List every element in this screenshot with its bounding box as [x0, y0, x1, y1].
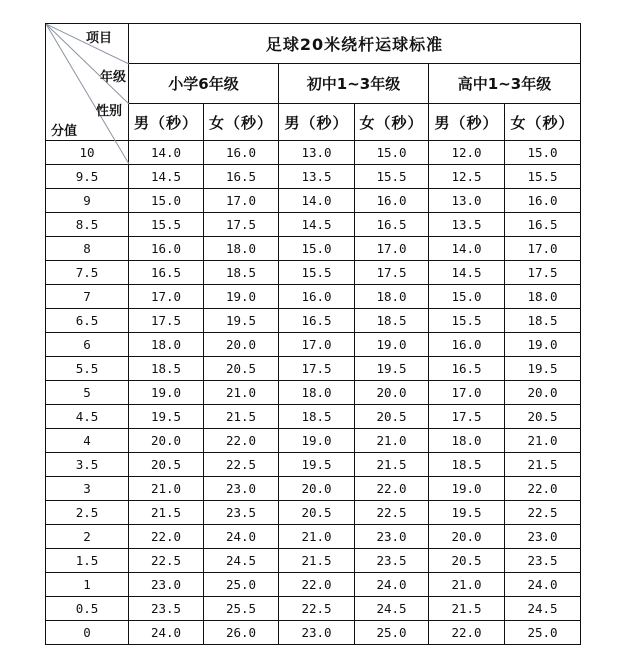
- time-cell: 22.0: [129, 525, 204, 549]
- time-cell: 15.0: [279, 237, 355, 261]
- table-row: [46, 477, 581, 501]
- time-cell: 25.0: [355, 621, 429, 645]
- time-cell: 14.5: [279, 213, 355, 237]
- time-cell: 12.0: [429, 141, 505, 165]
- table-row: [46, 333, 581, 357]
- time-cell: 21.5: [429, 597, 505, 621]
- time-cell: 17.0: [355, 237, 429, 261]
- table-row: [46, 189, 581, 213]
- time-cell: 18.5: [355, 309, 429, 333]
- time-cell: 20.5: [129, 453, 204, 477]
- time-cell: 23.0: [355, 525, 429, 549]
- table-row: [46, 549, 581, 573]
- time-cell: 15.5: [505, 165, 581, 189]
- grade-header-senior: 高中1~3年级: [429, 64, 581, 104]
- time-cell: 24.0: [505, 573, 581, 597]
- diagonal-header-cell: [46, 24, 129, 141]
- score-cell: 3: [46, 477, 129, 501]
- time-cell: 19.5: [129, 405, 204, 429]
- time-cell: 15.0: [129, 189, 204, 213]
- score-cell: 3.5: [46, 453, 129, 477]
- time-cell: 14.0: [279, 189, 355, 213]
- gender-header: 女（秒）: [505, 104, 581, 141]
- time-cell: 22.5: [279, 597, 355, 621]
- time-cell: 17.5: [279, 357, 355, 381]
- gender-header: 男（秒）: [129, 104, 204, 141]
- time-cell: 21.0: [279, 525, 355, 549]
- time-cell: 18.5: [279, 405, 355, 429]
- time-cell: 22.0: [279, 573, 355, 597]
- time-cell: 13.0: [279, 141, 355, 165]
- time-cell: 16.0: [429, 333, 505, 357]
- time-cell: 21.5: [204, 405, 279, 429]
- time-cell: 16.0: [204, 141, 279, 165]
- time-cell: 20.0: [505, 381, 581, 405]
- score-cell: 7: [46, 285, 129, 309]
- time-cell: 16.5: [505, 213, 581, 237]
- time-cell: 24.5: [204, 549, 279, 573]
- time-cell: 20.5: [505, 405, 581, 429]
- table-row: [46, 285, 581, 309]
- time-cell: 24.0: [355, 573, 429, 597]
- time-cell: 24.5: [355, 597, 429, 621]
- time-cell: 13.5: [279, 165, 355, 189]
- time-cell: 23.5: [505, 549, 581, 573]
- time-cell: 17.0: [204, 189, 279, 213]
- time-cell: 14.0: [129, 141, 204, 165]
- time-cell: 23.5: [204, 501, 279, 525]
- time-cell: 22.5: [129, 549, 204, 573]
- gender-header: 男（秒）: [279, 104, 355, 141]
- time-cell: 22.5: [355, 501, 429, 525]
- score-cell: 2: [46, 525, 129, 549]
- item-label: 项目: [86, 31, 113, 46]
- time-cell: 19.5: [505, 357, 581, 381]
- time-cell: 20.5: [279, 501, 355, 525]
- time-cell: 18.0: [129, 333, 204, 357]
- table-row: [46, 453, 581, 477]
- score-cell: 4.5: [46, 405, 129, 429]
- time-cell: 19.5: [279, 453, 355, 477]
- time-cell: 19.0: [204, 285, 279, 309]
- table-row: [46, 165, 581, 189]
- time-cell: 14.0: [429, 237, 505, 261]
- time-cell: 21.0: [129, 477, 204, 501]
- time-cell: 23.0: [279, 621, 355, 645]
- table-row: [46, 405, 581, 429]
- score-cell: 2.5: [46, 501, 129, 525]
- time-cell: 22.0: [204, 429, 279, 453]
- time-cell: 19.0: [505, 333, 581, 357]
- time-cell: 19.0: [355, 333, 429, 357]
- time-cell: 18.0: [505, 285, 581, 309]
- score-cell: 1.5: [46, 549, 129, 573]
- time-cell: 17.5: [355, 261, 429, 285]
- time-cell: 16.0: [355, 189, 429, 213]
- table-row: [46, 237, 581, 261]
- time-cell: 21.5: [505, 453, 581, 477]
- table-row: [46, 381, 581, 405]
- time-cell: 24.5: [505, 597, 581, 621]
- time-cell: 18.0: [204, 237, 279, 261]
- gender-header: 女（秒）: [355, 104, 429, 141]
- football-dribble-standard-table: [45, 23, 581, 645]
- table-row: [46, 213, 581, 237]
- time-cell: 23.0: [505, 525, 581, 549]
- table-row: [46, 573, 581, 597]
- time-cell: 16.0: [505, 189, 581, 213]
- time-cell: 19.0: [129, 381, 204, 405]
- time-cell: 17.0: [129, 285, 204, 309]
- score-cell: 4: [46, 429, 129, 453]
- time-cell: 23.0: [204, 477, 279, 501]
- time-cell: 20.0: [204, 333, 279, 357]
- score-cell: 8.5: [46, 213, 129, 237]
- table-row: [46, 261, 581, 285]
- table-row: [46, 429, 581, 453]
- time-cell: 21.5: [279, 549, 355, 573]
- time-cell: 24.0: [129, 621, 204, 645]
- time-cell: 18.0: [429, 429, 505, 453]
- time-cell: 17.5: [505, 261, 581, 285]
- time-cell: 25.5: [204, 597, 279, 621]
- time-cell: 20.5: [355, 405, 429, 429]
- time-cell: 22.5: [204, 453, 279, 477]
- table-title: 足球20米绕杆运球标准: [129, 24, 581, 64]
- time-cell: 13.5: [429, 213, 505, 237]
- time-cell: 12.5: [429, 165, 505, 189]
- time-cell: 20.0: [429, 525, 505, 549]
- score-cell: 6: [46, 333, 129, 357]
- time-cell: 17.0: [505, 237, 581, 261]
- time-cell: 23.5: [355, 549, 429, 573]
- time-cell: 19.5: [355, 357, 429, 381]
- time-cell: 15.0: [429, 285, 505, 309]
- time-cell: 21.0: [505, 429, 581, 453]
- time-cell: 19.5: [429, 501, 505, 525]
- time-cell: 16.5: [355, 213, 429, 237]
- time-cell: 13.0: [429, 189, 505, 213]
- time-cell: 16.0: [279, 285, 355, 309]
- time-cell: 15.5: [429, 309, 505, 333]
- time-cell: 25.0: [204, 573, 279, 597]
- time-cell: 18.5: [505, 309, 581, 333]
- gender-label: 性别: [96, 104, 123, 119]
- time-cell: 16.5: [129, 261, 204, 285]
- table-row: [46, 357, 581, 381]
- time-cell: 14.5: [129, 165, 204, 189]
- time-cell: 22.0: [429, 621, 505, 645]
- table-row: [46, 501, 581, 525]
- time-cell: 21.0: [204, 381, 279, 405]
- score-cell: 0.5: [46, 597, 129, 621]
- time-cell: 15.5: [355, 165, 429, 189]
- table-row: [46, 621, 581, 645]
- score-cell: 1: [46, 573, 129, 597]
- time-cell: 14.5: [429, 261, 505, 285]
- time-cell: 21.5: [355, 453, 429, 477]
- time-cell: 15.0: [355, 141, 429, 165]
- time-cell: 20.0: [279, 477, 355, 501]
- time-cell: 16.0: [129, 237, 204, 261]
- time-cell: 17.5: [204, 213, 279, 237]
- table-row: [46, 597, 581, 621]
- time-cell: 20.0: [129, 429, 204, 453]
- grade-header-primary: 小学6年级: [129, 64, 279, 104]
- time-cell: 17.5: [129, 309, 204, 333]
- time-cell: 18.0: [279, 381, 355, 405]
- time-cell: 15.5: [279, 261, 355, 285]
- table-row: [46, 525, 581, 549]
- score-label: 分值: [51, 124, 78, 139]
- time-cell: 23.0: [129, 573, 204, 597]
- time-cell: 19.0: [429, 477, 505, 501]
- time-cell: 18.5: [129, 357, 204, 381]
- time-cell: 16.5: [429, 357, 505, 381]
- score-cell: 9: [46, 189, 129, 213]
- grade-label: 年级: [100, 70, 127, 85]
- score-cell: 9.5: [46, 165, 129, 189]
- time-cell: 15.5: [129, 213, 204, 237]
- time-cell: 20.0: [355, 381, 429, 405]
- time-cell: 17.5: [429, 405, 505, 429]
- time-cell: 15.0: [505, 141, 581, 165]
- time-cell: 16.5: [279, 309, 355, 333]
- time-cell: 25.0: [505, 621, 581, 645]
- score-cell: 6.5: [46, 309, 129, 333]
- time-cell: 17.0: [429, 381, 505, 405]
- score-cell: 5: [46, 381, 129, 405]
- time-cell: 20.5: [429, 549, 505, 573]
- score-cell: 7.5: [46, 261, 129, 285]
- time-cell: 16.5: [204, 165, 279, 189]
- score-cell: 8: [46, 237, 129, 261]
- time-cell: 17.0: [279, 333, 355, 357]
- time-cell: 20.5: [204, 357, 279, 381]
- time-cell: 24.0: [204, 525, 279, 549]
- score-cell: 0: [46, 621, 129, 645]
- time-cell: 19.5: [204, 309, 279, 333]
- gender-header: 女（秒）: [204, 104, 279, 141]
- time-cell: 21.0: [355, 429, 429, 453]
- time-cell: 18.0: [355, 285, 429, 309]
- grade-header-junior: 初中1~3年级: [279, 64, 429, 104]
- time-cell: 26.0: [204, 621, 279, 645]
- time-cell: 21.0: [429, 573, 505, 597]
- time-cell: 18.5: [204, 261, 279, 285]
- time-cell: 21.5: [129, 501, 204, 525]
- time-cell: 22.0: [355, 477, 429, 501]
- gender-header: 男（秒）: [429, 104, 505, 141]
- table-row: [46, 309, 581, 333]
- time-cell: 23.5: [129, 597, 204, 621]
- time-cell: 18.5: [429, 453, 505, 477]
- time-cell: 19.0: [279, 429, 355, 453]
- score-cell: 5.5: [46, 357, 129, 381]
- time-cell: 22.0: [505, 477, 581, 501]
- time-cell: 22.5: [505, 501, 581, 525]
- score-cell: 10: [46, 141, 129, 165]
